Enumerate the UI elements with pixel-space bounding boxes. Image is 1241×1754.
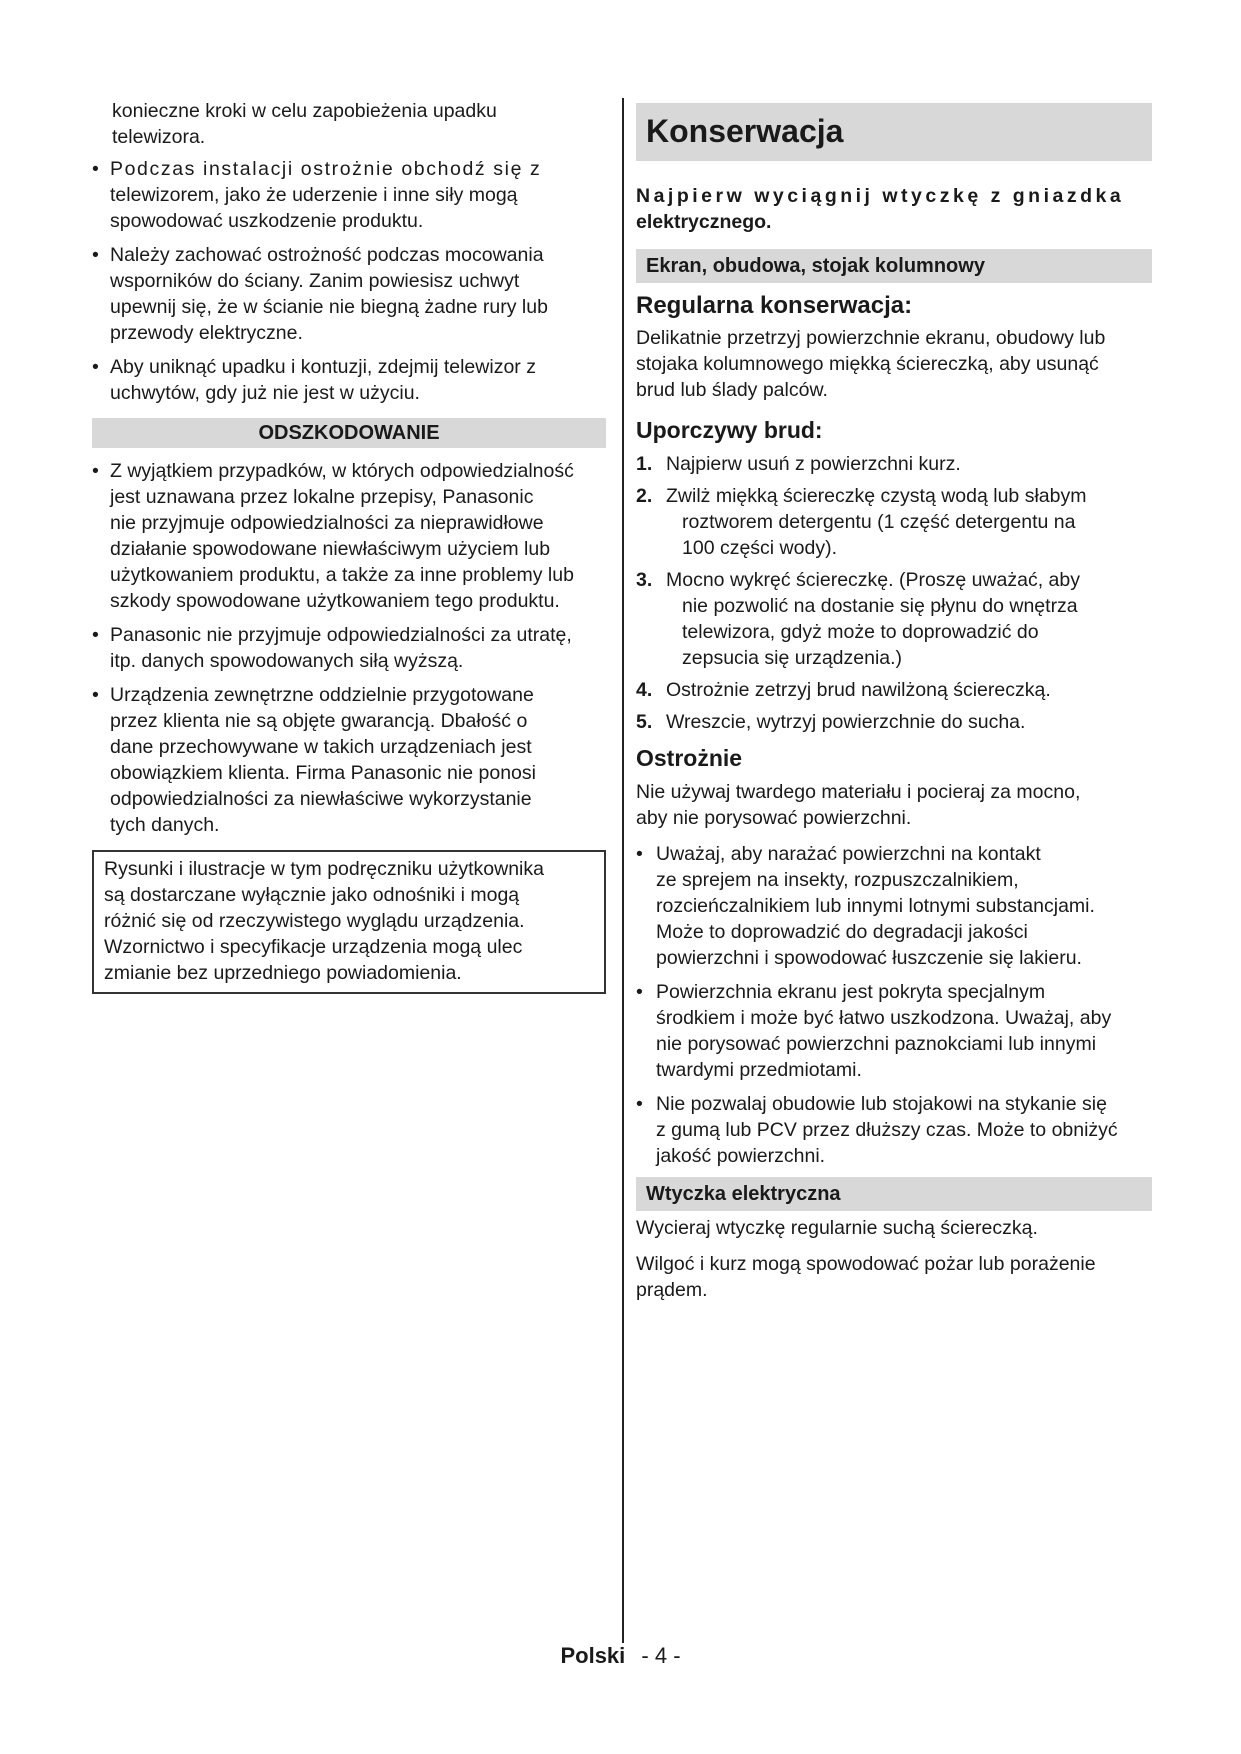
unplug-notice <box>636 183 1154 209</box>
text-line: 100 części wody). <box>682 537 837 559</box>
text-line: telewizora. <box>112 126 206 148</box>
bullet-icon: • <box>92 460 99 482</box>
text-line: przez klienta nie są objęte gwarancją. Dbałość o <box>110 710 528 732</box>
text-line: Wilgoć i kurz mogą spowodować pożar lub porażenie <box>636 1253 1096 1275</box>
text-line: różnić się od rzeczywistego wyglądu urządzenia. <box>104 910 525 932</box>
bullet-icon: • <box>92 244 99 266</box>
page-number: - 4 - <box>641 1643 681 1668</box>
list-item <box>92 458 622 614</box>
text-line: nie pozwolić na dostanie się płynu do wnętrza <box>682 595 1078 617</box>
text-line: stojaka kolumnowego miękką ściereczką, aby usunąć <box>636 353 1099 375</box>
page-footer <box>0 1643 1241 1669</box>
text-line: Wzornictwo i specyfikacje urządzenia mogą ulec <box>104 936 523 958</box>
list-item <box>636 451 1154 477</box>
text-line: są dostarczane wyłącznie jako odnośniki i mogą <box>104 884 520 906</box>
list-item <box>636 841 1154 971</box>
bullet-icon: • <box>92 356 99 378</box>
notice-box <box>92 850 606 994</box>
subsection-title: Regularna konserwacja: <box>636 292 913 319</box>
paragraph: Wycieraj wtyczkę regularnie suchą ściereczką. <box>636 1217 1038 1239</box>
text-line: twardymi przedmiotami. <box>656 1059 862 1081</box>
text-line: uchwytów, gdy już nie jest w użyciu. <box>110 382 420 404</box>
text-line: tych danych. <box>110 814 220 836</box>
text-line: jest uznawana przez lokalne przepisy, Panasonic <box>110 486 534 508</box>
text-line: dane przechowywane w takich urządzeniach jest <box>110 736 532 758</box>
list-item <box>636 677 1154 703</box>
step-number: 5. <box>636 711 653 733</box>
text-line: elektrycznego. <box>636 211 772 233</box>
list-item <box>636 709 1154 735</box>
column-divider <box>622 98 624 1643</box>
text-line: Nie pozwalaj obudowie lub stojakowi na stykanie się <box>656 1093 1107 1115</box>
text-line: Należy zachować ostrożność podczas mocowania <box>110 244 544 266</box>
text-line: Powierzchnia ekranu jest pokryta specjalnym <box>656 981 1046 1003</box>
list-item <box>92 682 622 838</box>
text-line: Najpierw usuń z powierzchni kurz. <box>666 453 961 475</box>
text-line: telewizorem, jako że uderzenie i inne siły mogą <box>110 184 518 206</box>
text-line: itp. danych spowodowanych siłą wyższą. <box>110 650 464 672</box>
text-line: telewizora, gdyż może to doprowadzić do <box>682 621 1039 643</box>
list-item <box>636 483 1154 561</box>
text-line: obowiązkiem klienta. Firma Panasonic nie ponosi <box>110 762 536 784</box>
list-item <box>92 156 622 234</box>
section-header: Wtyczka elektryczna <box>636 1177 1152 1211</box>
text-line: jakość powierzchni. <box>656 1145 826 1167</box>
text-line: nie porysować powierzchni paznokciami lub innymi <box>656 1033 1097 1055</box>
page-title: Konserwacja <box>636 103 1152 161</box>
text-line: Podczas instalacji ostrożnie obchodź się z <box>110 158 542 180</box>
step-number: 3. <box>636 569 653 591</box>
bullet-icon: • <box>636 1093 643 1115</box>
text-line: Urządzenia zewnętrzne oddzielnie przygotowane <box>110 684 534 706</box>
bullet-icon: • <box>92 684 99 706</box>
text-line: Zwilż miękką ściereczkę czystą wodą lub słabym <box>666 485 1087 507</box>
bullet-icon: • <box>636 981 643 1003</box>
list-item <box>92 354 622 406</box>
text-line: ze sprejem na insekty, rozpuszczalnikiem, <box>656 869 1019 891</box>
section-header: Ekran, obudowa, stojak kolumnowy <box>636 249 1152 283</box>
text-line: szkody spowodowane użytkowaniem tego produktu. <box>110 590 560 612</box>
list-item <box>636 979 1154 1083</box>
text-line: odpowiedzialności za niewłaściwe wykorzystanie <box>110 788 532 810</box>
text-line: zmianie bez uprzedniego powiadomienia. <box>104 962 462 984</box>
bullet-icon: • <box>636 843 643 865</box>
text-line: Wreszcie, wytrzyj powierzchnie do sucha. <box>666 711 1026 733</box>
left-column <box>92 98 622 994</box>
list-item <box>636 567 1154 671</box>
text-line: Najpierw wyciągnij wtyczkę z gniazdka <box>636 185 1125 207</box>
text-line: upewnij się, że w ścianie nie biegną żadne rury lub <box>110 296 548 318</box>
text-line: wsporników do ściany. Zanim powiesisz uchwyt <box>110 270 520 292</box>
text-line: roztworem detergentu (1 część detergentu na <box>682 511 1076 533</box>
text-line: Z wyjątkiem przypadków, w których odpowiedzialność <box>110 460 574 482</box>
text-line: środkiem i może być łatwo uszkodzona. Uważaj, aby <box>656 1007 1112 1029</box>
text-line: Uważaj, aby narażać powierzchni na kontakt <box>656 843 1041 865</box>
list-item <box>92 242 622 346</box>
bullet-icon: • <box>92 158 99 180</box>
text-line: Aby uniknąć upadku i kontuzji, zdejmij telewizor z <box>110 356 536 378</box>
text-line: nie przyjmuje odpowiedzialności za nieprawidłowe <box>110 512 544 534</box>
step-number: 2. <box>636 485 653 507</box>
text-line: Delikatnie przetrzyj powierzchnie ekranu, obudowy lub <box>636 327 1106 349</box>
text-line: z gumą lub PCV przez dłuższy czas. Może to obniżyć <box>656 1119 1118 1141</box>
right-column <box>636 103 1154 1303</box>
text-line: Mocno wykręć ściereczkę. (Proszę uważać, aby <box>666 569 1080 591</box>
list-item <box>92 622 622 674</box>
step-number: 4. <box>636 679 653 701</box>
text-line: Rysunki i ilustracje w tym podręczniku użytkownika <box>104 858 544 880</box>
paragraph <box>636 325 1154 403</box>
text-line: spowodować uszkodzenie produktu. <box>110 210 424 232</box>
footer-language: Polski <box>560 1643 626 1668</box>
text-line: aby nie porysować powierzchni. <box>636 807 912 829</box>
text-line: Panasonic nie przyjmuje odpowiedzialności za utratę, <box>110 624 572 646</box>
text-line: zepsucia się urządzenia.) <box>682 647 903 669</box>
paragraph <box>636 1251 1154 1303</box>
text-line: prądem. <box>636 1279 708 1301</box>
text-line: brud lub ślady palców. <box>636 379 828 401</box>
step-number: 1. <box>636 453 653 475</box>
text-line: Może to doprowadzić do degradacji jakości <box>656 921 1028 943</box>
text-line: Nie używaj twardego materiału i pocieraj za mocno, <box>636 781 1081 803</box>
text-line: użytkowaniem produktu, a także za inne problemy lub <box>110 564 574 586</box>
list-item <box>636 1091 1154 1169</box>
subsection-title: Uporczywy brud: <box>636 417 823 443</box>
text-line: przewody elektryczne. <box>110 322 303 344</box>
text-line: działanie spowodowane niewłaściwym użyciem lub <box>110 538 551 560</box>
section-header: ODSZKODOWANIE <box>92 418 606 448</box>
subsection-title: Ostrożnie <box>636 745 743 771</box>
text-line: rozcieńczalnikiem lub innymi lotnymi substancjami. <box>656 895 1095 917</box>
text-line: konieczne kroki w celu zapobieżenia upadku <box>112 100 497 122</box>
text-line: Ostrożnie zetrzyj brud nawilżoną ściereczką. <box>666 679 1051 701</box>
text-line: powierzchni i spowodować łuszczenie się lakieru. <box>656 947 1082 969</box>
bullet-icon: • <box>92 624 99 646</box>
intro-paragraph <box>92 98 622 150</box>
paragraph <box>636 779 1154 831</box>
